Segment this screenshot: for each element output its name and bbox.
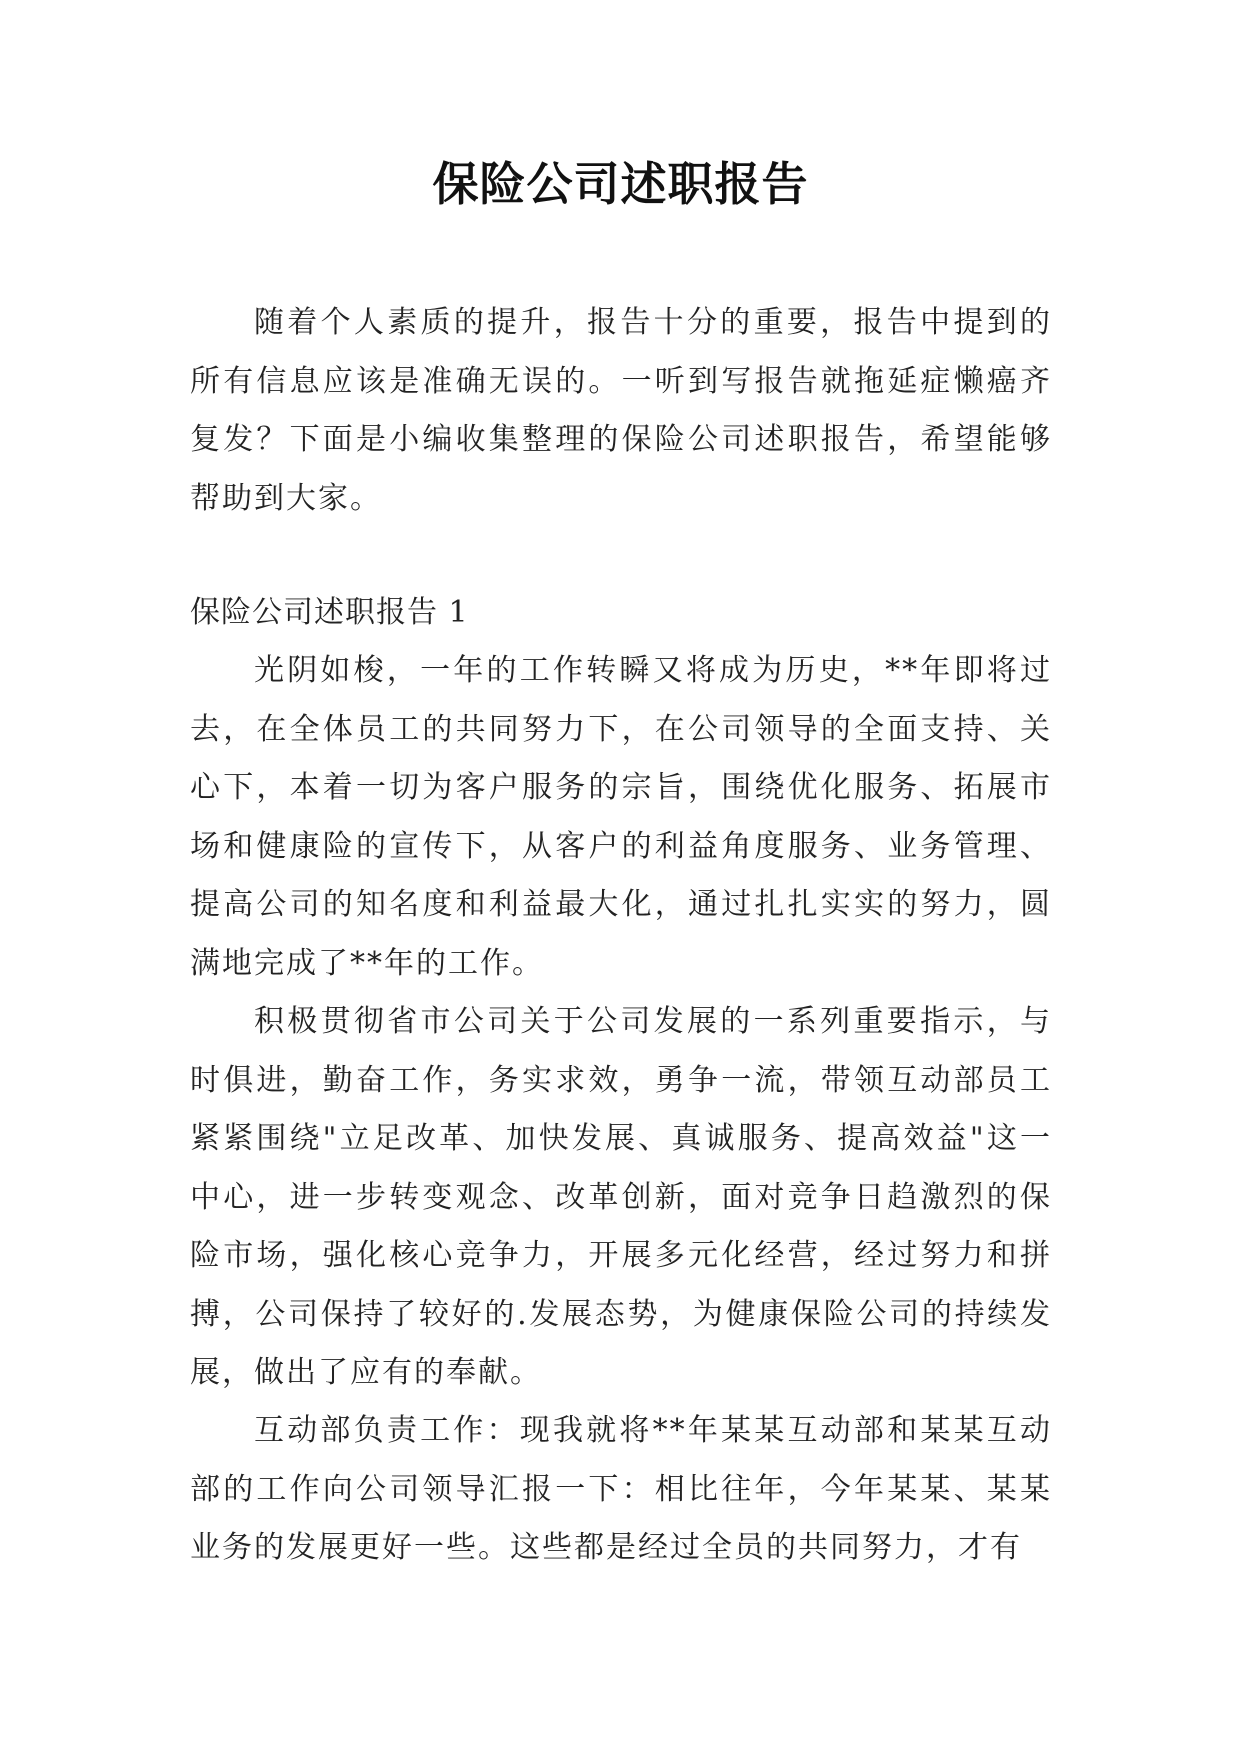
body-paragraph: 光阴如梭，一年的工作转瞬又将成为历史，**年即将过去，在全体员工的共同努力下，在公司领导的全面支持、关心下，本着一切为客户服务的宗旨，围绕优化服务、拓展市场和健康险的宣传下，从客户的利益角度服务、业务管理、提高公司的知名度和利益最大化，通过扎扎实实的努力，圆满地完成了**年的工作。: [190, 653, 1052, 981]
section-heading: 保险公司述职报告 1: [190, 595, 469, 630]
intro-paragraph: 随着个人素质的提升，报告十分的重要，报告中提到的所有信息应该是准确无误的。一听到写报告就拖延症懒癌齐复发？下面是小编收集整理的保险公司述职报告，希望能够帮助到大家。: [190, 305, 1052, 516]
body-paragraph: 积极贯彻省市公司关于公司发展的一系列重要指示，与时俱进，勤奋工作，务实求效，勇争一流，带领互动部员工紧紧围绕"立足改革、加快发展、真诚服务、提高效益"这一中心，进一步转变观念、改革创新，面对竞争日趋激烈的保险市场，强化核心竞争力，开展多元化经营，经过努力和拼搏，公司保持了较好的.发展态势，为健康保险公司的持续发展，做出了应有的奉献。: [190, 1004, 1052, 1390]
document-title: 保险公司述职报告: [432, 157, 809, 211]
body-paragraph: 互动部负责工作：现我就将**年某某互动部和某某互动部的工作向公司领导汇报一下：相比往年，今年某某、某某业务的发展更好一些。这些都是经过全员的共同努力，才有: [190, 1413, 1052, 1565]
